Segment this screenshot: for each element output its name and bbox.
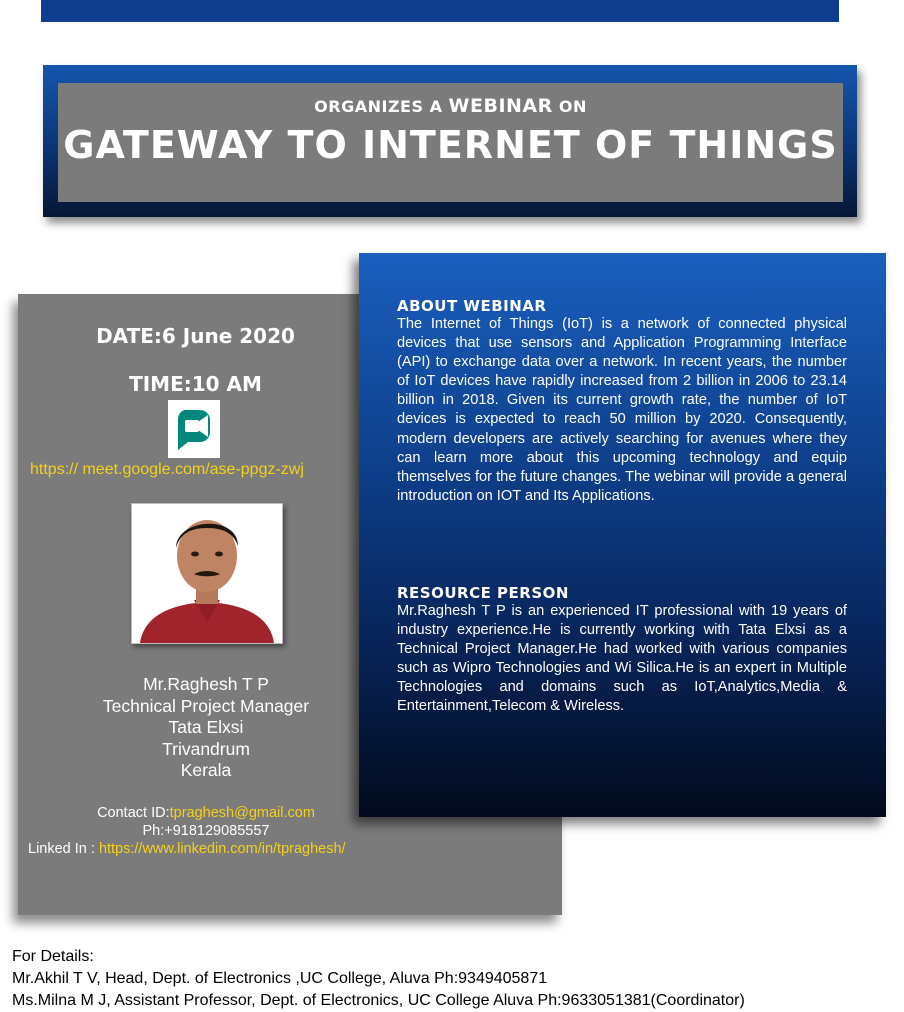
footer-contact-2: Ms.Milna M J, Assistant Professor, Dept. of Electronics, UC College Aluva Ph:9633051381(Coordinator) xyxy=(12,992,745,1009)
banner-subtitle-post: ON xyxy=(558,97,587,116)
footer-label: For Details: xyxy=(12,948,94,965)
description-panel xyxy=(359,253,886,817)
meet-link[interactable]: https:// meet.google.com/ase-ppgz-zwj xyxy=(30,461,304,478)
footer-contact-1: Mr.Akhil T V, Head, Dept. of Electronics ,UC College, Aluva Ph:9349405871 xyxy=(12,970,548,987)
speaker-photo xyxy=(131,503,283,644)
speaker-state: Kerala xyxy=(180,760,232,780)
contact-email-link[interactable]: tpraghesh@gmail.com xyxy=(169,805,315,821)
linkedin-line xyxy=(28,841,346,857)
webinar-title: GATEWAY TO INTERNET OF THINGS xyxy=(63,123,838,167)
event-time: TIME:10 AM xyxy=(129,372,262,396)
title-banner-inner xyxy=(58,83,843,202)
linkedin-link[interactable]: https://www.linkedin.com/in/tpraghesh/ xyxy=(98,841,346,857)
about-heading: ABOUT WEBINAR xyxy=(397,297,547,315)
banner-subtitle xyxy=(58,95,843,117)
banner-subtitle-pre: ORGANIZES A xyxy=(314,97,443,116)
top-blue-strip xyxy=(41,0,839,22)
contact-email-line xyxy=(18,804,394,822)
contact-label: Contact ID: xyxy=(97,805,170,821)
linkedin-label: Linked In : xyxy=(28,841,99,857)
banner-subtitle-word: WEBINAR xyxy=(448,95,553,117)
speaker-city: Trivandrum xyxy=(162,738,250,759)
about-text: The Internet of Things (IoT) is a network of connected physical devices that use sensors and Application Programming Interface (API) to exchange data over a network. In recent years, the number of IoT devices have rapidly increased from 2 billion in 2006 to 23.14 billion in 2018. Given its current growth rate, the number of IoT devices is expected to reach 50 million by 2020. Consequently, modern developers are actively searching for avenues where they can learn more about this upcoming technology and equip themselves for the future changes. The webinar will provide a general introduction on IOT and Its Applications. xyxy=(397,316,847,504)
speaker-contact xyxy=(18,804,394,840)
speaker-info xyxy=(18,674,394,782)
title-banner xyxy=(43,65,857,217)
footer-details xyxy=(12,946,902,1012)
google-meet-icon xyxy=(168,400,220,458)
speaker-name: Mr.Raghesh T P xyxy=(143,674,269,694)
resource-heading: RESOURCE PERSON xyxy=(397,584,569,602)
speaker-company: Tata Elxsi xyxy=(168,717,244,737)
event-date: DATE:6 June 2020 xyxy=(96,324,295,348)
contact-phone: Ph:+918129085557 xyxy=(142,823,270,839)
speaker-designation: Technical Project Manager xyxy=(102,695,310,716)
resource-text: Mr.Raghesh T P is an experienced IT professional with 19 years of industry experience.He is currently working with Tata Elxsi as a Technical Project Manager.He had worked with various companies such as Wipro Technologies and Wi Silica.He is an expert in Multiple Technologies and domains such as IoT,Analytics,Media & Entertainment,Telecom & Wireless. xyxy=(397,603,847,715)
